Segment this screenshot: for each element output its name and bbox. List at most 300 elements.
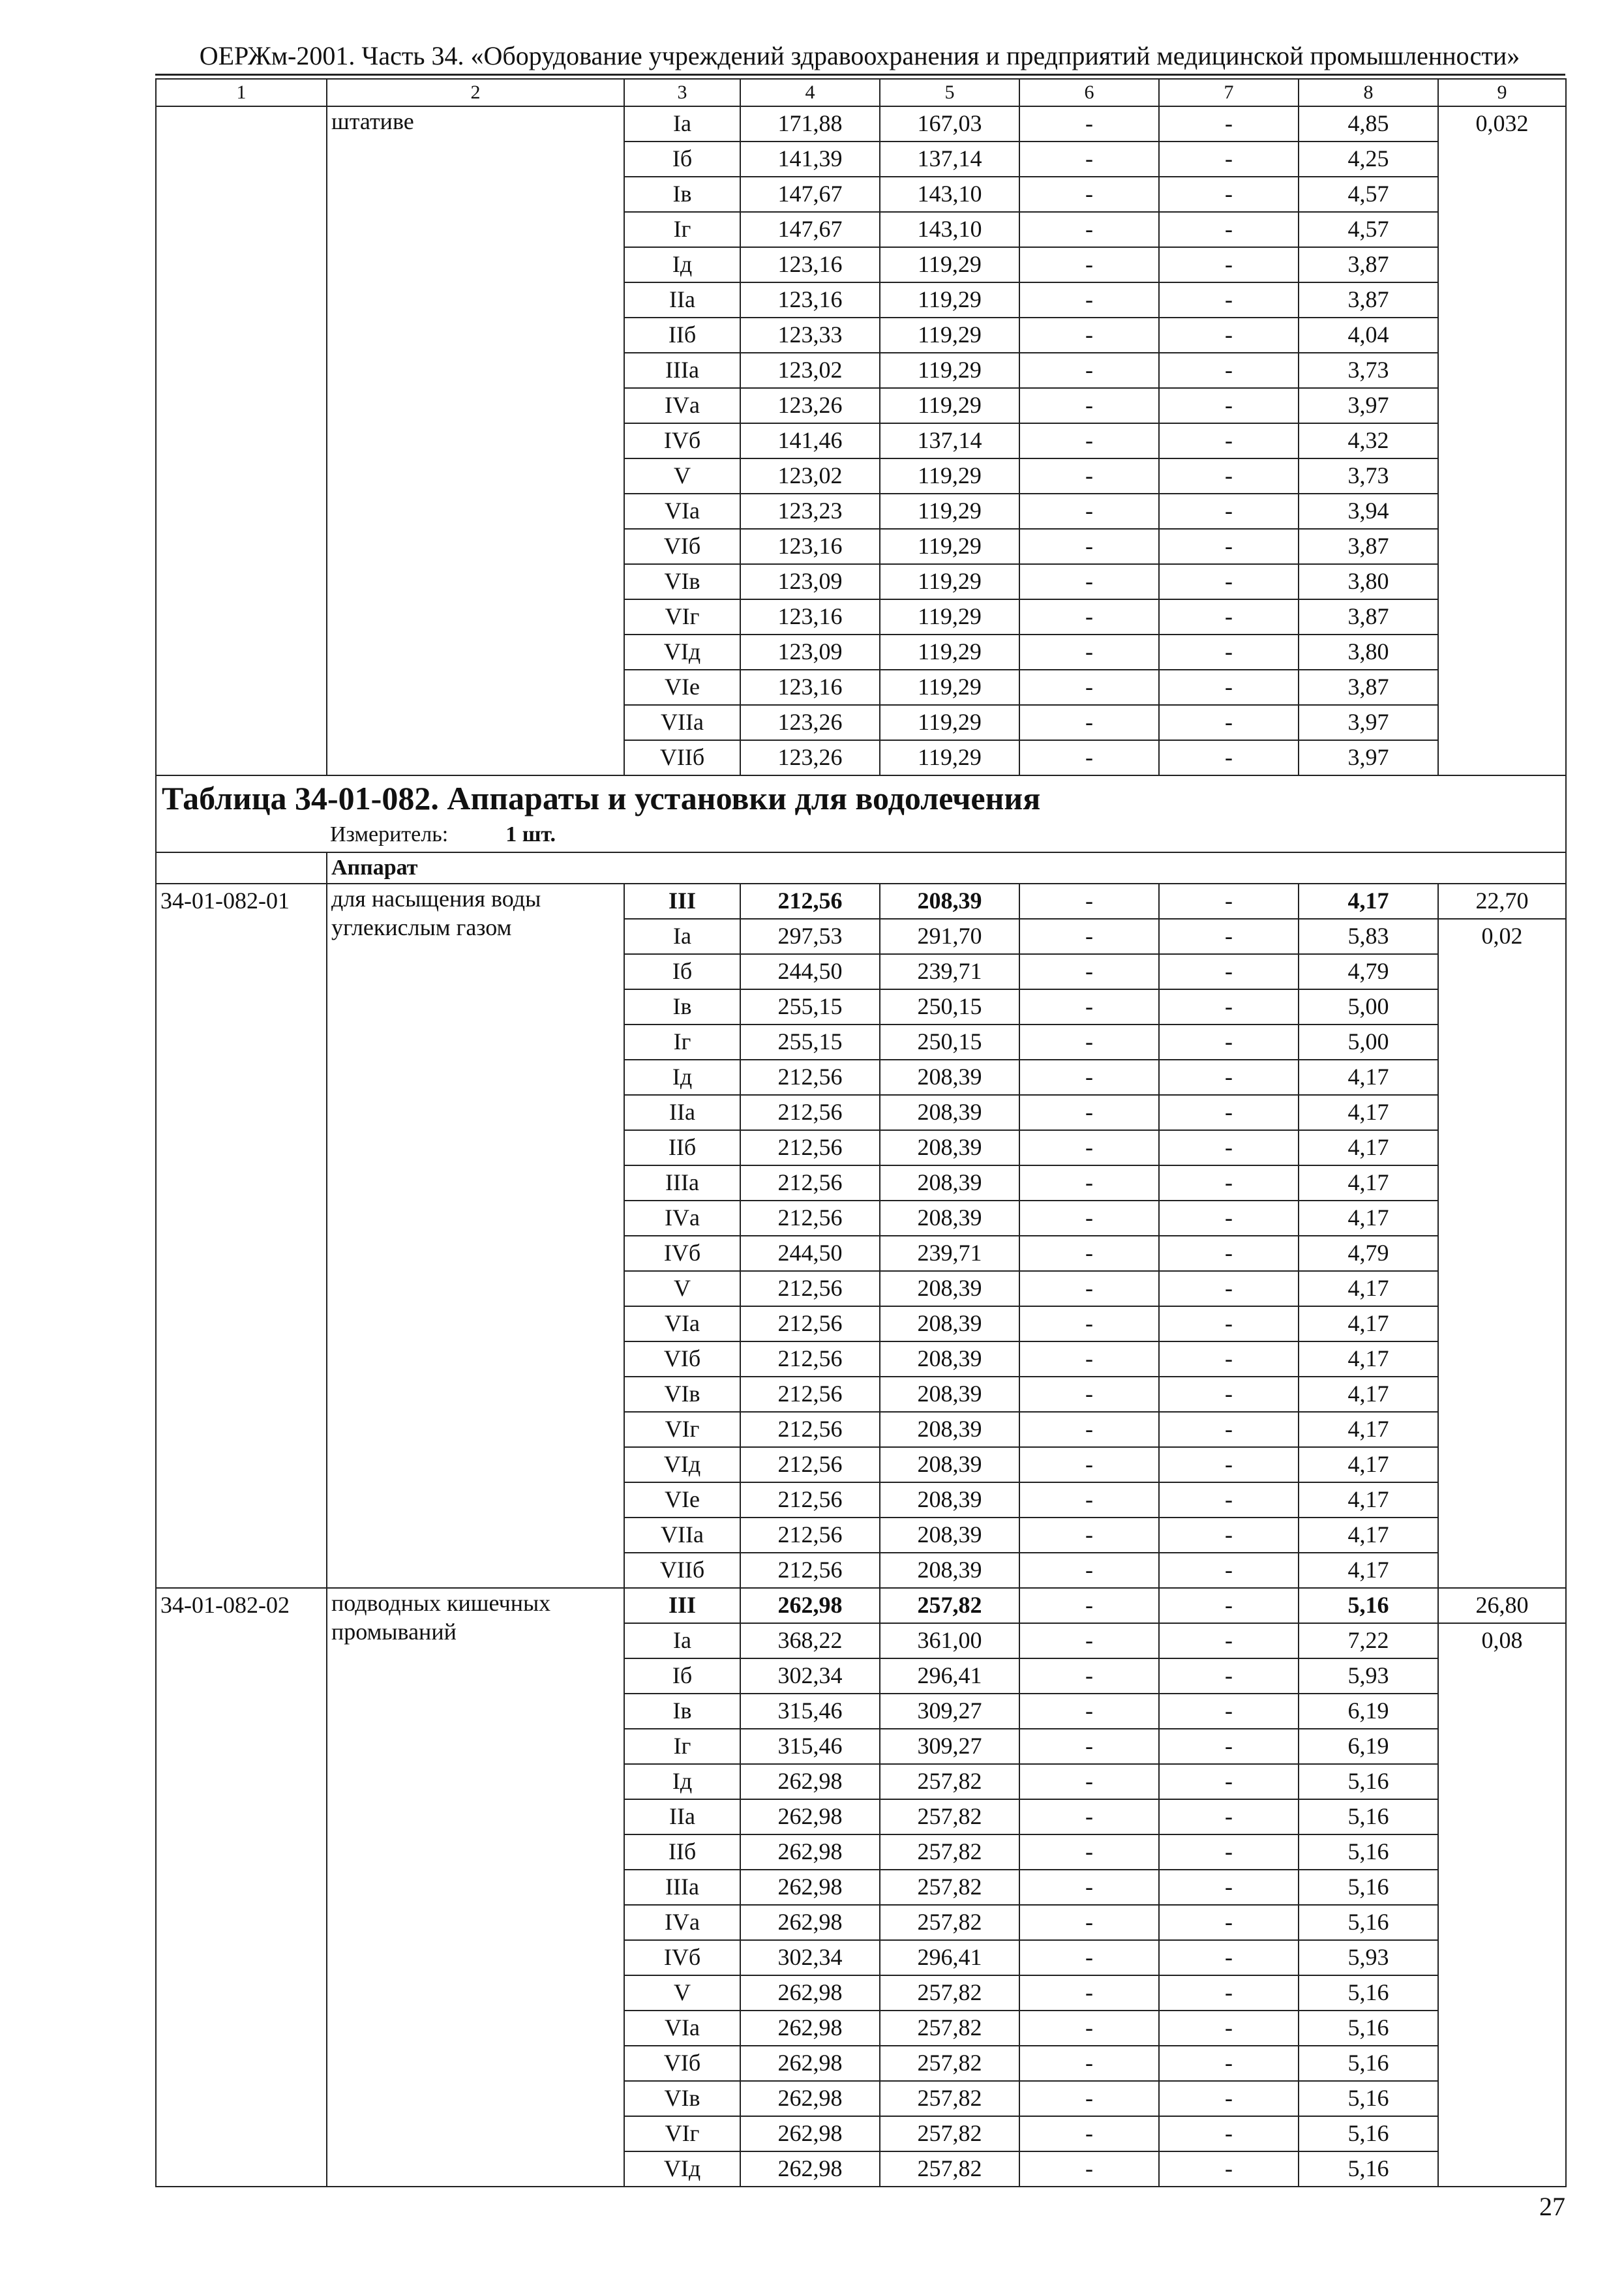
value-cell: 119,29 [880,670,1019,705]
column-number: 3 [624,79,740,106]
value-cell: - [1019,1201,1159,1236]
value-cell: - [1019,1975,1159,2011]
column-number: 6 [1019,79,1159,106]
value-cell: 257,82 [880,1975,1019,2011]
value-cell: - [1019,1518,1159,1553]
value-cell: 119,29 [880,529,1019,564]
column9-extra-cell: 0,02 [1438,919,1566,1588]
value-cell: 3,80 [1299,635,1438,670]
value-cell: 4,85 [1299,106,1438,142]
value-cell: 239,71 [880,954,1019,989]
value-cell: - [1159,2046,1299,2081]
value-cell: 3,87 [1299,282,1438,318]
value-cell: - [1019,740,1159,775]
value-cell: - [1019,2116,1159,2151]
value-cell: - [1159,529,1299,564]
value-cell: 3,73 [1299,353,1438,388]
value-cell: - [1159,106,1299,142]
value-cell: 119,29 [880,740,1019,775]
value-cell: 123,26 [740,705,880,740]
value-cell: - [1019,1025,1159,1060]
value-cell: 119,29 [880,247,1019,282]
value-cell: - [1159,1271,1299,1306]
value-cell: 212,56 [740,1553,880,1588]
measure-value: 1 шт. [505,822,556,846]
value-cell: - [1159,494,1299,529]
value-cell: 309,27 [880,1729,1019,1764]
value-cell: 208,39 [880,1165,1019,1201]
column-number: 8 [1299,79,1438,106]
value-cell: - [1159,1518,1299,1553]
value-cell: - [1159,142,1299,177]
value-cell: 119,29 [880,564,1019,599]
value-cell: - [1019,318,1159,353]
value-cell: - [1019,2081,1159,2116]
value-cell: - [1019,1729,1159,1764]
value-cell: - [1019,1799,1159,1834]
value-cell: 119,29 [880,318,1019,353]
value-cell: 297,53 [740,919,880,954]
value-cell: 212,56 [740,1095,880,1130]
value-cell: - [1159,564,1299,599]
value-cell: - [1019,1764,1159,1799]
value-cell: 4,17 [1299,1553,1438,1588]
value-cell: Iв [624,1694,740,1729]
value-cell: 4,17 [1299,1518,1438,1553]
value-cell: 257,82 [880,2011,1019,2046]
value-cell: IIIа [624,1165,740,1201]
value-cell: IIIа [624,1870,740,1905]
table-row [156,106,1566,142]
value-cell: 4,79 [1299,1236,1438,1271]
value-cell: 4,17 [1299,1482,1438,1518]
value-cell: 262,98 [740,2151,880,2187]
value-cell: - [1019,494,1159,529]
value-cell: 257,82 [880,2116,1019,2151]
value-cell: Iг [624,1729,740,1764]
value-cell: - [1019,529,1159,564]
page-header: ОЕРЖм-2001. Часть 34. «Оборудование учреждений здравоохранения и предприятий медицинской промышленности» [199,41,1520,70]
value-cell: 208,39 [880,1377,1019,1412]
value-cell: - [1159,388,1299,423]
column-number: 2 [327,79,624,106]
value-cell: - [1019,1165,1159,1201]
value-cell: - [1159,2151,1299,2187]
value-cell: 262,98 [740,2116,880,2151]
value-cell: VIд [624,2151,740,2187]
value-cell: 212,56 [740,1447,880,1482]
value-cell: IIб [624,1130,740,1165]
column-number: 9 [1438,79,1566,106]
value-cell: 3,97 [1299,740,1438,775]
value-cell: - [1019,1623,1159,1658]
value-cell: 4,57 [1299,177,1438,212]
value-cell: VIг [624,2116,740,2151]
value-cell: - [1159,318,1299,353]
value-cell: 6,19 [1299,1729,1438,1764]
value-cell: - [1019,2011,1159,2046]
value-cell: 3,97 [1299,705,1438,740]
value-cell: - [1159,1905,1299,1940]
value-cell: 257,82 [880,1834,1019,1870]
value-cell: - [1019,1130,1159,1165]
value-cell: 212,56 [740,1165,880,1201]
value-cell: 123,02 [740,458,880,494]
value-cell: 257,82 [880,1799,1019,1834]
value-cell: 123,26 [740,388,880,423]
value-cell: 4,17 [1299,1377,1438,1412]
rate-code-cell: 34-01-082-02 [156,1588,327,2187]
value-cell: 208,39 [880,1553,1019,1588]
rates-table [155,78,1567,2187]
value-cell: 257,82 [880,1870,1019,1905]
value-cell: 143,10 [880,212,1019,247]
value-cell: - [1159,1025,1299,1060]
value-cell: 257,82 [880,1764,1019,1799]
value-cell: 315,46 [740,1694,880,1729]
value-cell: 123,16 [740,247,880,282]
value-cell: 119,29 [880,353,1019,388]
value-cell: VIв [624,1377,740,1412]
value-cell: 143,10 [880,177,1019,212]
value-cell: 123,02 [740,353,880,388]
value-cell: 4,57 [1299,212,1438,247]
value-cell: 123,16 [740,282,880,318]
value-cell: - [1159,458,1299,494]
value-cell: IVа [624,1905,740,1940]
column9-cell: 26,80 [1438,1588,1566,1623]
value-cell: 3,87 [1299,599,1438,635]
value-cell: 208,39 [880,1201,1019,1236]
rate-name-cell: штативе [327,106,624,775]
value-cell: 208,39 [880,1271,1019,1306]
value-cell: VIб [624,2046,740,2081]
value-cell: - [1159,635,1299,670]
value-cell: 257,82 [880,2046,1019,2081]
value-cell: - [1159,1130,1299,1165]
value-cell: 239,71 [880,1236,1019,1271]
value-cell: IVа [624,1201,740,1236]
value-cell: 3,87 [1299,247,1438,282]
value-cell: 119,29 [880,705,1019,740]
value-cell: 4,17 [1299,1095,1438,1130]
value-cell: 6,19 [1299,1694,1438,1729]
value-cell: VIа [624,494,740,529]
value-cell: 212,56 [740,1412,880,1447]
value-cell: - [1019,1095,1159,1130]
value-cell: 4,79 [1299,954,1438,989]
value-cell: - [1159,989,1299,1025]
value-cell: 4,17 [1299,1412,1438,1447]
value-cell: 291,70 [880,919,1019,954]
value-cell: - [1019,458,1159,494]
value-cell: 5,93 [1299,1940,1438,1975]
value-cell: IVб [624,1236,740,1271]
value-cell: - [1159,2116,1299,2151]
value-cell: Iа [624,1623,740,1658]
value-cell: - [1159,1236,1299,1271]
value-cell: - [1159,1975,1299,2011]
value-cell: IVб [624,1940,740,1975]
value-cell: 119,29 [880,282,1019,318]
value-cell: VIа [624,2011,740,2046]
value-cell: 4,17 [1299,1165,1438,1201]
value-cell: - [1159,884,1299,919]
value-cell: 123,16 [740,599,880,635]
value-cell: 208,39 [880,1341,1019,1377]
value-cell: Iб [624,142,740,177]
value-cell: 212,56 [740,884,880,919]
value-cell: VIIб [624,740,740,775]
value-cell: 147,67 [740,212,880,247]
value-cell: Iд [624,247,740,282]
value-cell: - [1159,670,1299,705]
value-cell: 3,80 [1299,564,1438,599]
column-number: 5 [880,79,1019,106]
value-cell: 5,16 [1299,1764,1438,1799]
value-cell: 368,22 [740,1623,880,1658]
value-cell: - [1159,919,1299,954]
value-cell: 4,17 [1299,1130,1438,1165]
value-cell: 302,34 [740,1940,880,1975]
value-cell: 262,98 [740,1870,880,1905]
value-cell: 212,56 [740,1482,880,1518]
value-cell: 171,88 [740,106,880,142]
value-cell: - [1019,705,1159,740]
value-cell: III [624,884,740,919]
value-cell: 141,39 [740,142,880,177]
section-label: Аппарат [327,852,1566,884]
value-cell: - [1159,1940,1299,1975]
value-cell: 296,41 [880,1940,1019,1975]
value-cell: Iд [624,1060,740,1095]
value-cell: - [1019,1870,1159,1905]
section-empty-cell [156,852,327,884]
value-cell: - [1019,1236,1159,1271]
value-cell: 123,26 [740,740,880,775]
column-number-row [156,79,1566,106]
value-cell: III [624,1588,740,1623]
rate-code-cell: 34-01-082-01 [156,884,327,1588]
column9-extra-cell: 0,08 [1438,1623,1566,2187]
value-cell: 262,98 [740,2081,880,2116]
value-cell: - [1159,423,1299,458]
value-cell: 262,98 [740,1905,880,1940]
value-cell: IIа [624,1799,740,1834]
value-cell: - [1159,740,1299,775]
table-title: Таблица 34-01-082. Аппараты и установки для водолечения [162,780,1041,816]
value-cell: 212,56 [740,1341,880,1377]
value-cell: 212,56 [740,1060,880,1095]
value-cell: - [1019,884,1159,919]
value-cell: 4,17 [1299,1306,1438,1341]
value-cell: Iг [624,212,740,247]
header-rule [155,74,1565,76]
value-cell: - [1019,142,1159,177]
value-cell: 147,67 [740,177,880,212]
column9-extra-cell: 0,032 [1438,106,1566,775]
value-cell: IIб [624,1834,740,1870]
value-cell: - [1159,1165,1299,1201]
value-cell: 309,27 [880,1694,1019,1729]
value-cell: - [1019,635,1159,670]
value-cell: 208,39 [880,1447,1019,1482]
value-cell: Iа [624,106,740,142]
value-cell: - [1019,1905,1159,1940]
value-cell: - [1019,1482,1159,1518]
value-cell: - [1159,1870,1299,1905]
value-cell: - [1159,1799,1299,1834]
value-cell: 5,00 [1299,1025,1438,1060]
value-cell: - [1159,1623,1299,1658]
value-cell: 119,29 [880,388,1019,423]
value-cell: 4,17 [1299,884,1438,919]
value-cell: 5,16 [1299,1588,1438,1623]
value-cell: - [1159,1377,1299,1412]
value-cell: 208,39 [880,1518,1019,1553]
value-cell: - [1019,2046,1159,2081]
value-cell: 3,73 [1299,458,1438,494]
value-cell: 5,16 [1299,1905,1438,1940]
value-cell: Iг [624,1025,740,1060]
value-cell: - [1019,989,1159,1025]
value-cell: - [1019,599,1159,635]
value-cell: 141,46 [740,423,880,458]
value-cell: 7,22 [1299,1623,1438,1658]
value-cell: 208,39 [880,1130,1019,1165]
value-cell: 257,82 [880,1588,1019,1623]
value-cell: - [1019,1588,1159,1623]
value-cell: IIа [624,282,740,318]
value-cell: 137,14 [880,423,1019,458]
value-cell: 250,15 [880,1025,1019,1060]
value-cell: 5,16 [1299,2081,1438,2116]
value-cell: - [1019,282,1159,318]
value-cell: - [1019,954,1159,989]
value-cell: - [1159,1306,1299,1341]
value-cell: 123,16 [740,529,880,564]
value-cell: 4,04 [1299,318,1438,353]
value-cell: - [1019,1553,1159,1588]
value-cell: - [1159,247,1299,282]
value-cell: 208,39 [880,1306,1019,1341]
column-number: 4 [740,79,880,106]
value-cell: Iв [624,177,740,212]
value-cell: 4,17 [1299,1201,1438,1236]
value-cell: 4,17 [1299,1447,1438,1482]
value-cell: VIIа [624,1518,740,1553]
value-cell: 119,29 [880,494,1019,529]
value-cell: 123,09 [740,564,880,599]
value-cell: - [1159,1729,1299,1764]
value-cell: 208,39 [880,1060,1019,1095]
value-cell: 262,98 [740,1975,880,2011]
value-cell: 255,15 [740,989,880,1025]
value-cell: - [1159,1412,1299,1447]
value-cell: - [1159,1658,1299,1694]
table-row [156,1588,1566,1623]
value-cell: V [624,1271,740,1306]
value-cell: 255,15 [740,1025,880,1060]
value-cell: 212,56 [740,1201,880,1236]
value-cell: 296,41 [880,1658,1019,1694]
value-cell: - [1159,1341,1299,1377]
value-cell: VIв [624,2081,740,2116]
value-cell: IIа [624,1095,740,1130]
page-number: 27 [1539,2192,1565,2221]
measure-line [162,820,1560,849]
value-cell: 208,39 [880,1412,1019,1447]
value-cell: 5,16 [1299,1975,1438,2011]
value-cell: VIб [624,1341,740,1377]
value-cell: 212,56 [740,1377,880,1412]
column-number: 1 [156,79,327,106]
value-cell: VIб [624,529,740,564]
value-cell: Iб [624,954,740,989]
value-cell: - [1019,177,1159,212]
value-cell: 3,87 [1299,670,1438,705]
value-cell: - [1019,247,1159,282]
value-cell: - [1159,1447,1299,1482]
value-cell: 119,29 [880,635,1019,670]
value-cell: 5,16 [1299,1870,1438,1905]
value-cell: 315,46 [740,1729,880,1764]
value-cell: 212,56 [740,1518,880,1553]
value-cell: 123,16 [740,670,880,705]
value-cell: 4,17 [1299,1060,1438,1095]
value-cell: 208,39 [880,1482,1019,1518]
value-cell: 208,39 [880,1095,1019,1130]
value-cell: - [1159,282,1299,318]
value-cell: - [1159,1588,1299,1623]
value-cell: 5,16 [1299,2116,1438,2151]
value-cell: - [1019,423,1159,458]
value-cell: - [1159,1095,1299,1130]
value-cell: 4,32 [1299,423,1438,458]
value-cell: 123,09 [740,635,880,670]
value-cell: - [1159,353,1299,388]
value-cell: - [1159,1482,1299,1518]
value-cell: - [1159,1060,1299,1095]
rate-name-cell: для насыщения воды углекислым газом [327,884,624,1588]
value-cell: - [1019,1834,1159,1870]
value-cell: IIIа [624,353,740,388]
value-cell: - [1019,353,1159,388]
value-cell: - [1019,1412,1159,1447]
value-cell: IIб [624,318,740,353]
table-title-cell [156,775,1566,852]
value-cell: VIв [624,564,740,599]
value-cell: 262,98 [740,2046,880,2081]
value-cell: V [624,1975,740,2011]
value-cell: VIд [624,635,740,670]
value-cell: 262,98 [740,1799,880,1834]
value-cell: 212,56 [740,1130,880,1165]
value-cell: 5,16 [1299,1834,1438,1870]
value-cell: - [1019,106,1159,142]
value-cell: 123,23 [740,494,880,529]
value-cell: - [1159,1201,1299,1236]
value-cell: - [1159,954,1299,989]
value-cell: - [1159,1553,1299,1588]
value-cell: VIIб [624,1553,740,1588]
rate-code-cell [156,106,327,775]
value-cell: 244,50 [740,954,880,989]
value-cell: 257,82 [880,2081,1019,2116]
measure-label: Измеритель: [330,822,449,846]
value-cell: 257,82 [880,1905,1019,1940]
value-cell: - [1019,1271,1159,1306]
